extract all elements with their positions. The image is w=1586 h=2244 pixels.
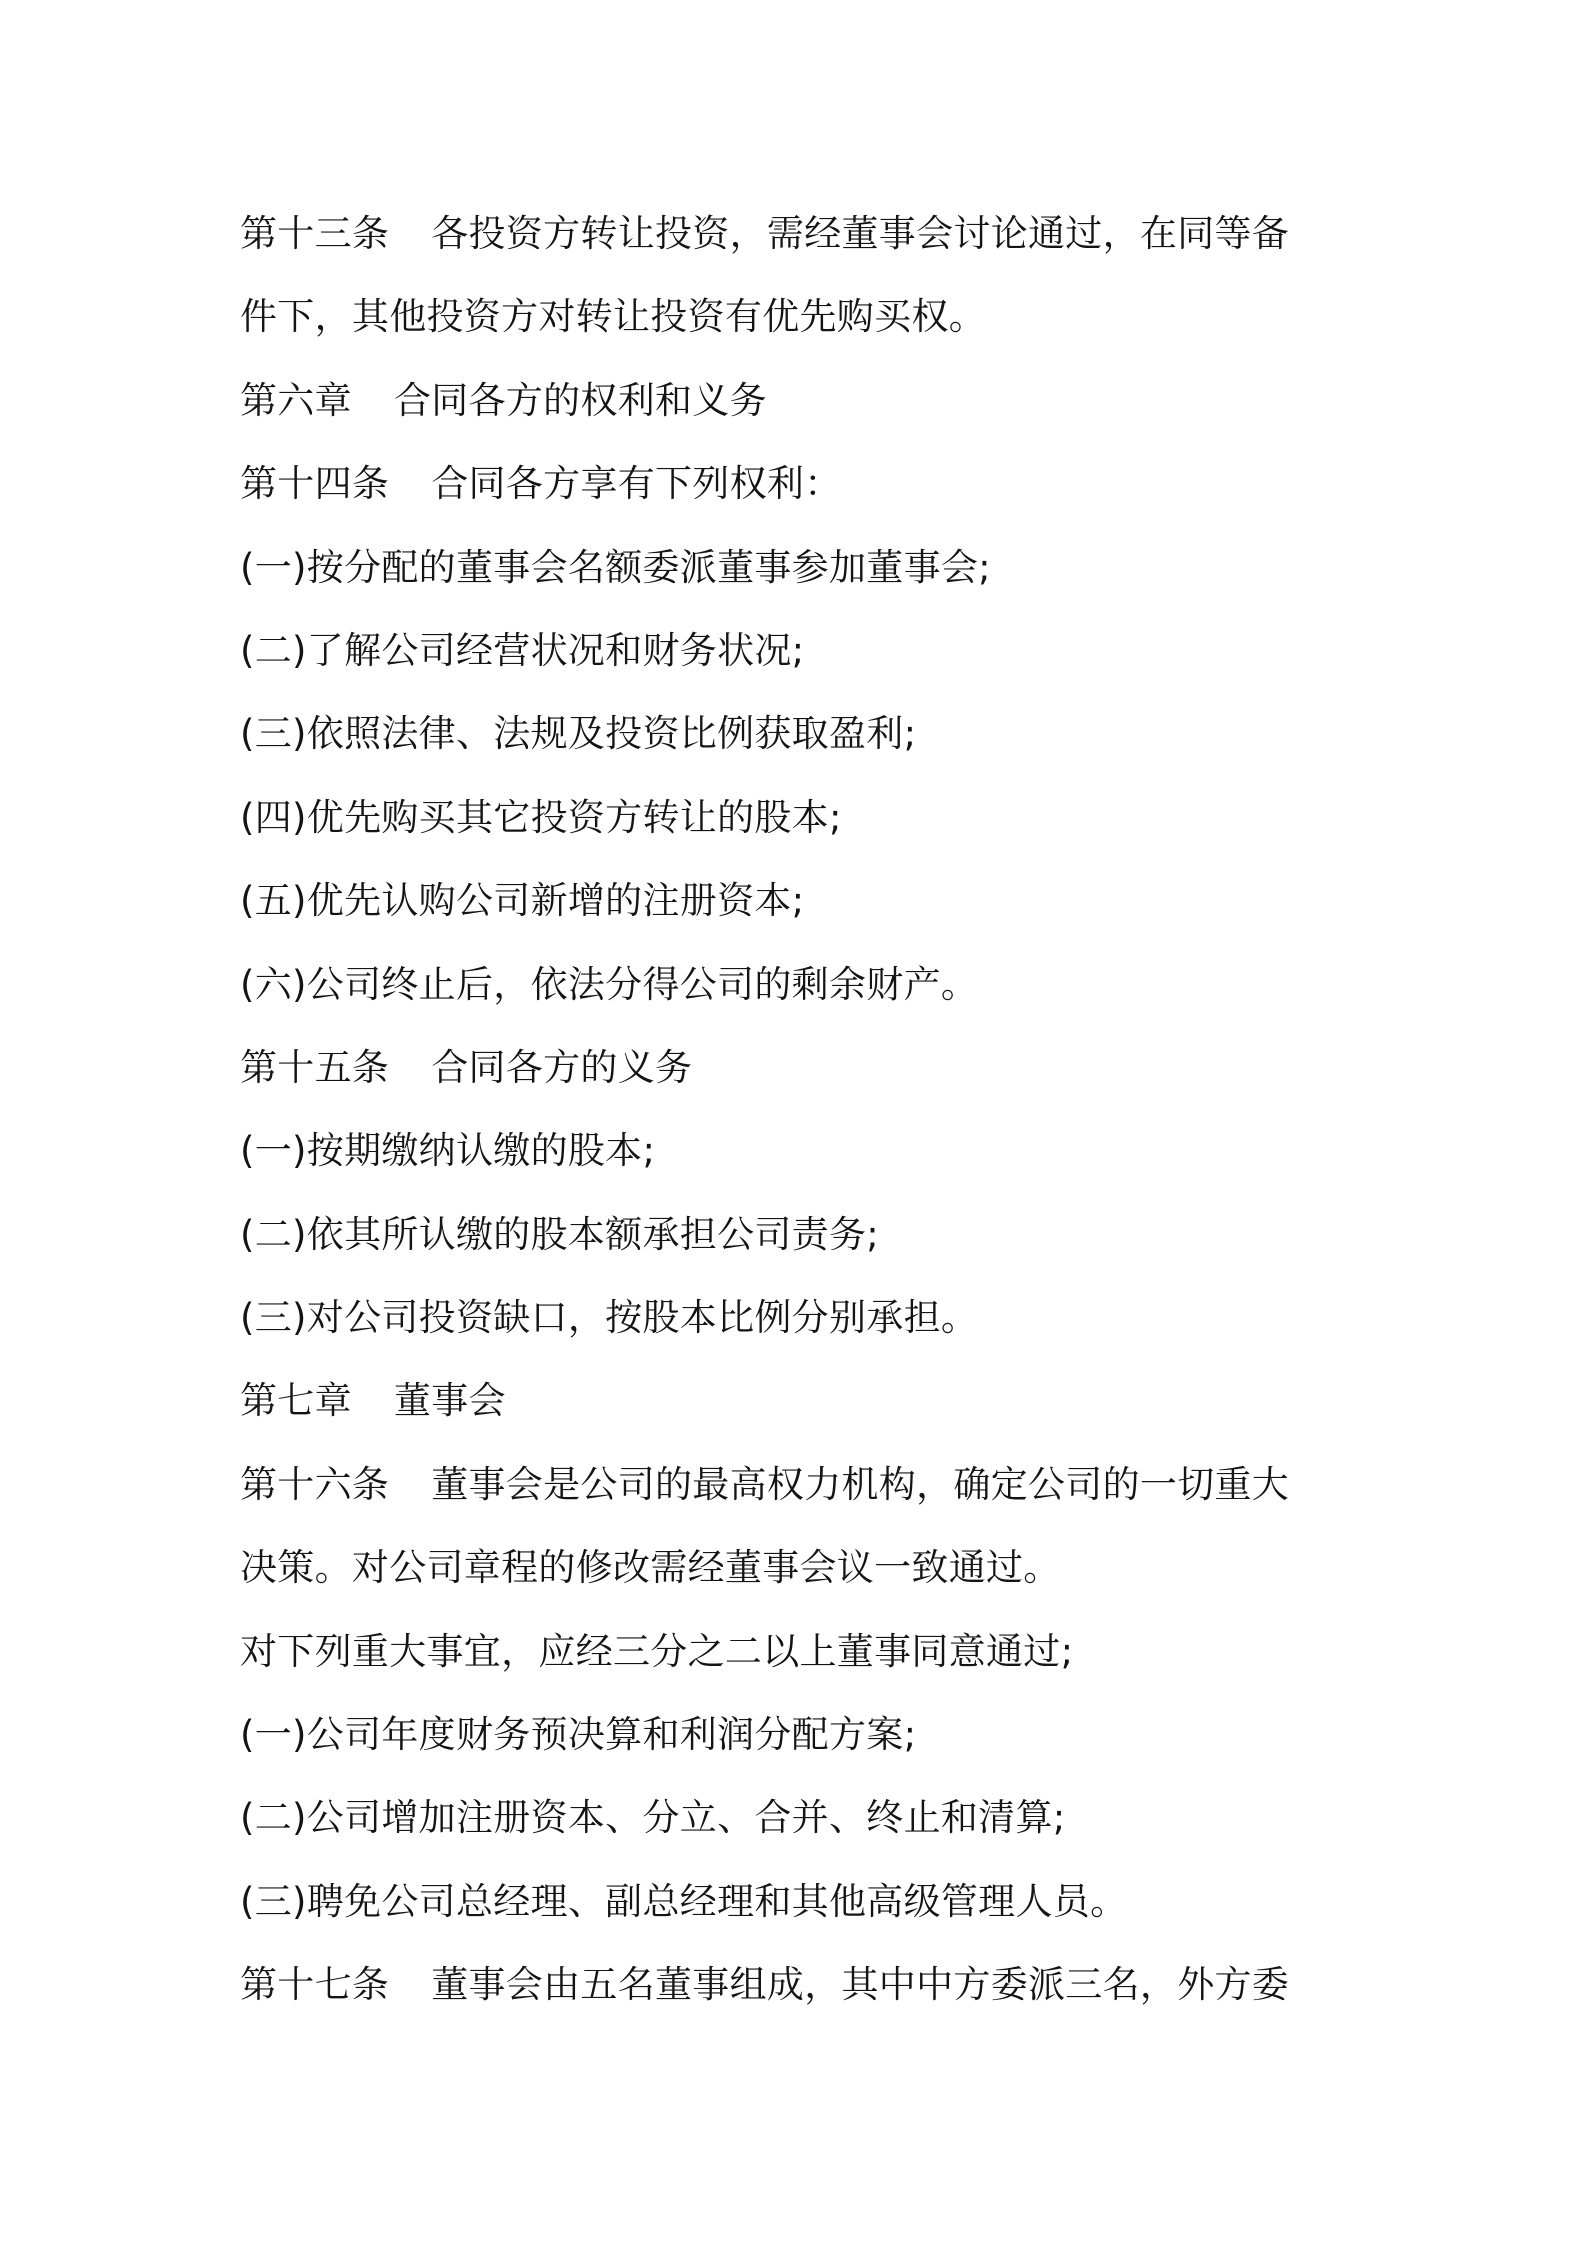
chapter-7-heading xyxy=(240,1359,1360,1442)
list-item xyxy=(240,859,1360,942)
list-item xyxy=(240,1860,1360,1943)
article-text: 合同各方的义务 xyxy=(431,1045,693,1089)
article-label: 第十五条 xyxy=(240,1045,390,1089)
list-item xyxy=(240,1193,1360,1276)
list-item xyxy=(240,1693,1360,1776)
article-16-line-1 xyxy=(240,1443,1360,1526)
article-label: 第十三条 xyxy=(240,212,390,255)
article-14-line xyxy=(240,442,1360,525)
article-label: 第十七条 xyxy=(240,1963,390,2007)
list-item xyxy=(240,1776,1360,1859)
article-text: 对下列重大事宜，应经三分之二以上董事同意通过; xyxy=(240,1629,1074,1673)
list-item xyxy=(240,692,1360,775)
article-13-line-2 xyxy=(240,275,1360,358)
list-item xyxy=(240,1109,1360,1192)
list-item-text: (二)了解公司经营状况和财务状况; xyxy=(240,628,805,672)
article-13-line-1 xyxy=(240,192,1360,275)
list-item xyxy=(240,526,1360,609)
article-16-line-2 xyxy=(240,1526,1360,1609)
chapter-6-heading xyxy=(240,359,1360,442)
list-item-text: (一)按期缴纳认缴的股本; xyxy=(240,1129,656,1173)
article-text: 合同各方享有下列权利： xyxy=(431,462,842,506)
article-text: 各投资方转让投资，需经董事会讨论通过，在同等备 xyxy=(431,212,1290,255)
article-16-line-3 xyxy=(240,1610,1360,1693)
list-item-text: (二)公司增加注册资本、分立、合并、终止和清算; xyxy=(240,1796,1066,1840)
list-item-text: (一)公司年度财务预决算和利润分配方案; xyxy=(240,1713,917,1757)
article-label: 第十六条 xyxy=(240,1462,390,1506)
document-body xyxy=(240,192,1360,2027)
chapter-label: 第六章 xyxy=(240,378,352,422)
list-item xyxy=(240,1276,1360,1359)
list-item-text: (三)依照法律、法规及投资比例获取盈利; xyxy=(240,712,917,756)
list-item-text: (六)公司终止后，依法分得公司的剩余财产。 xyxy=(240,962,979,1006)
list-item xyxy=(240,609,1360,692)
list-item-text: (一)按分配的董事会名额委派董事参加董事会; xyxy=(240,545,991,589)
article-17-line xyxy=(240,1943,1360,2026)
chapter-title: 董事会 xyxy=(393,1379,506,1423)
list-item xyxy=(240,776,1360,859)
chapter-title: 合同各方的权利和义务 xyxy=(393,378,767,422)
list-item-text: (四)优先购买其它投资方转让的股本; xyxy=(240,795,842,839)
article-text: 件下，其他投资方对转让投资有优先购买权。 xyxy=(240,295,986,339)
article-15-line xyxy=(240,1026,1360,1109)
article-label: 第十四条 xyxy=(240,462,390,506)
article-text: 决策。对公司章程的修改需经董事会议一致通过。 xyxy=(240,1546,1061,1590)
list-item-text: (五)优先认购公司新增的注册资本; xyxy=(240,879,805,923)
list-item-text: (三)聘免公司总经理、副总经理和其他高级管理人员。 xyxy=(240,1879,1128,1923)
article-text: 董事会由五名董事组成，其中中方委派三名，外方委 xyxy=(431,1963,1290,2007)
list-item-text: (三)对公司投资缺口，按股本比例分别承担。 xyxy=(240,1296,979,1340)
article-text: 董事会是公司的最高权力机构，确定公司的一切重大 xyxy=(431,1462,1290,1506)
chapter-label: 第七章 xyxy=(240,1379,352,1423)
list-item-text: (二)依其所认缴的股本额承担公司责务; xyxy=(240,1212,880,1256)
list-item xyxy=(240,943,1360,1026)
